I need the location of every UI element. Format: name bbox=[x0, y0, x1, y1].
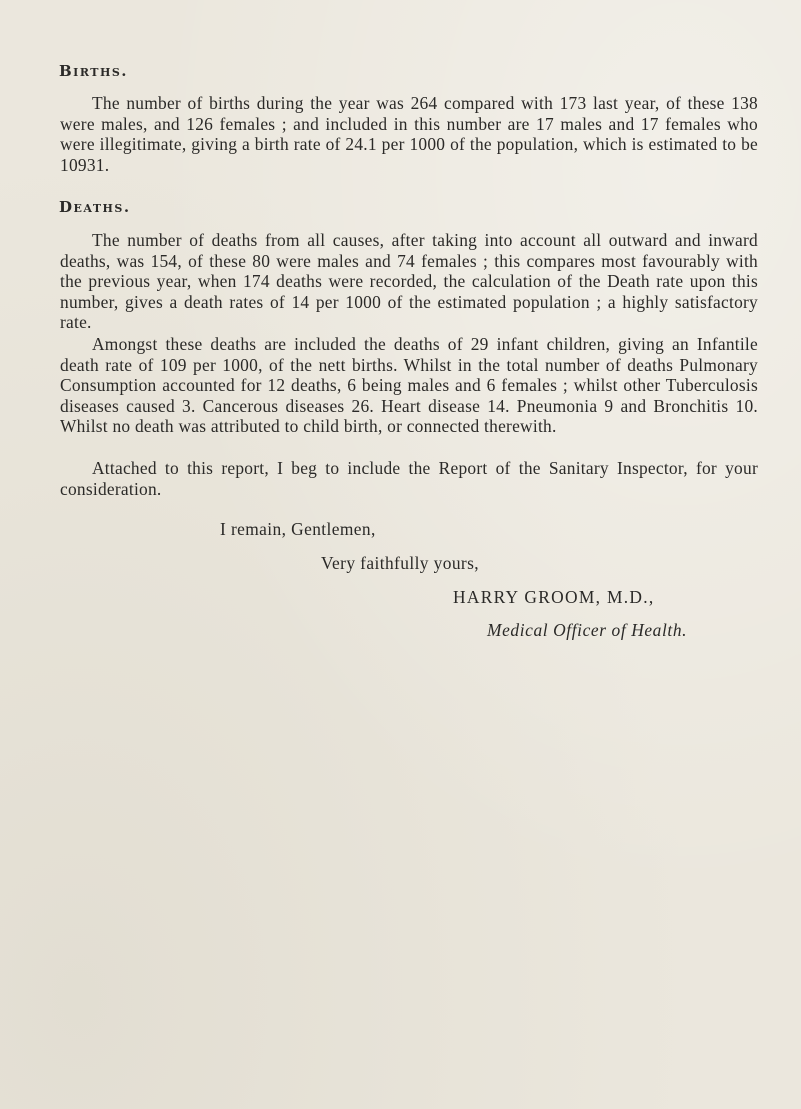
signatory-name: HARRY GROOM, M.D., bbox=[453, 587, 655, 607]
closing-paragraph: Attached to this report, I beg to include the Report of the Sanitary Inspector, for your consideration. bbox=[60, 458, 758, 499]
deaths-paragraph-2: Amongst these deaths are included the deaths of 29 infant children, giving an Infantile death rate of 109 per 1000, of the nett births. Whilst in the total number of deaths Pulmonary Consumption accounted for 12 deaths, 6 being males and 6 females ; whilst other Tuberculosis diseases caused 3. Cancerous diseases 26. Heart disease 14. Pneumonia 9 and Bronchitis 10. Whilst no death was attributed to child birth, or connected therewith. bbox=[60, 334, 758, 436]
deaths-paragraph-1: The number of deaths from all causes, after taking into account all outward and inward deaths, was 154, of these 80 were males and 74 females ; this compares most favourably with the previous year, when 174 deaths were recorded, the calculation of the Death rate upon this number, gives a death rates of 14 per 1000 of the estimated population ; a highly satisfactory rate. bbox=[60, 230, 758, 332]
closing-valediction: Very faithfully yours, bbox=[321, 553, 480, 573]
births-heading: Births. bbox=[59, 62, 129, 80]
closing-remain: I remain, Gentlemen, bbox=[220, 519, 376, 539]
signatory-title: Medical Officer of Health. bbox=[487, 620, 688, 640]
deaths-heading: Deaths. bbox=[59, 198, 131, 216]
births-paragraph: The number of births during the year was 264 compared with 173 last year, of these 138 were males, and 126 females ; and included in this number are 17 males and 17 females who were illegitimate, giving a birth rate of 24.1 per 1000 of the population, which is estimated to be 10931. bbox=[60, 93, 758, 175]
